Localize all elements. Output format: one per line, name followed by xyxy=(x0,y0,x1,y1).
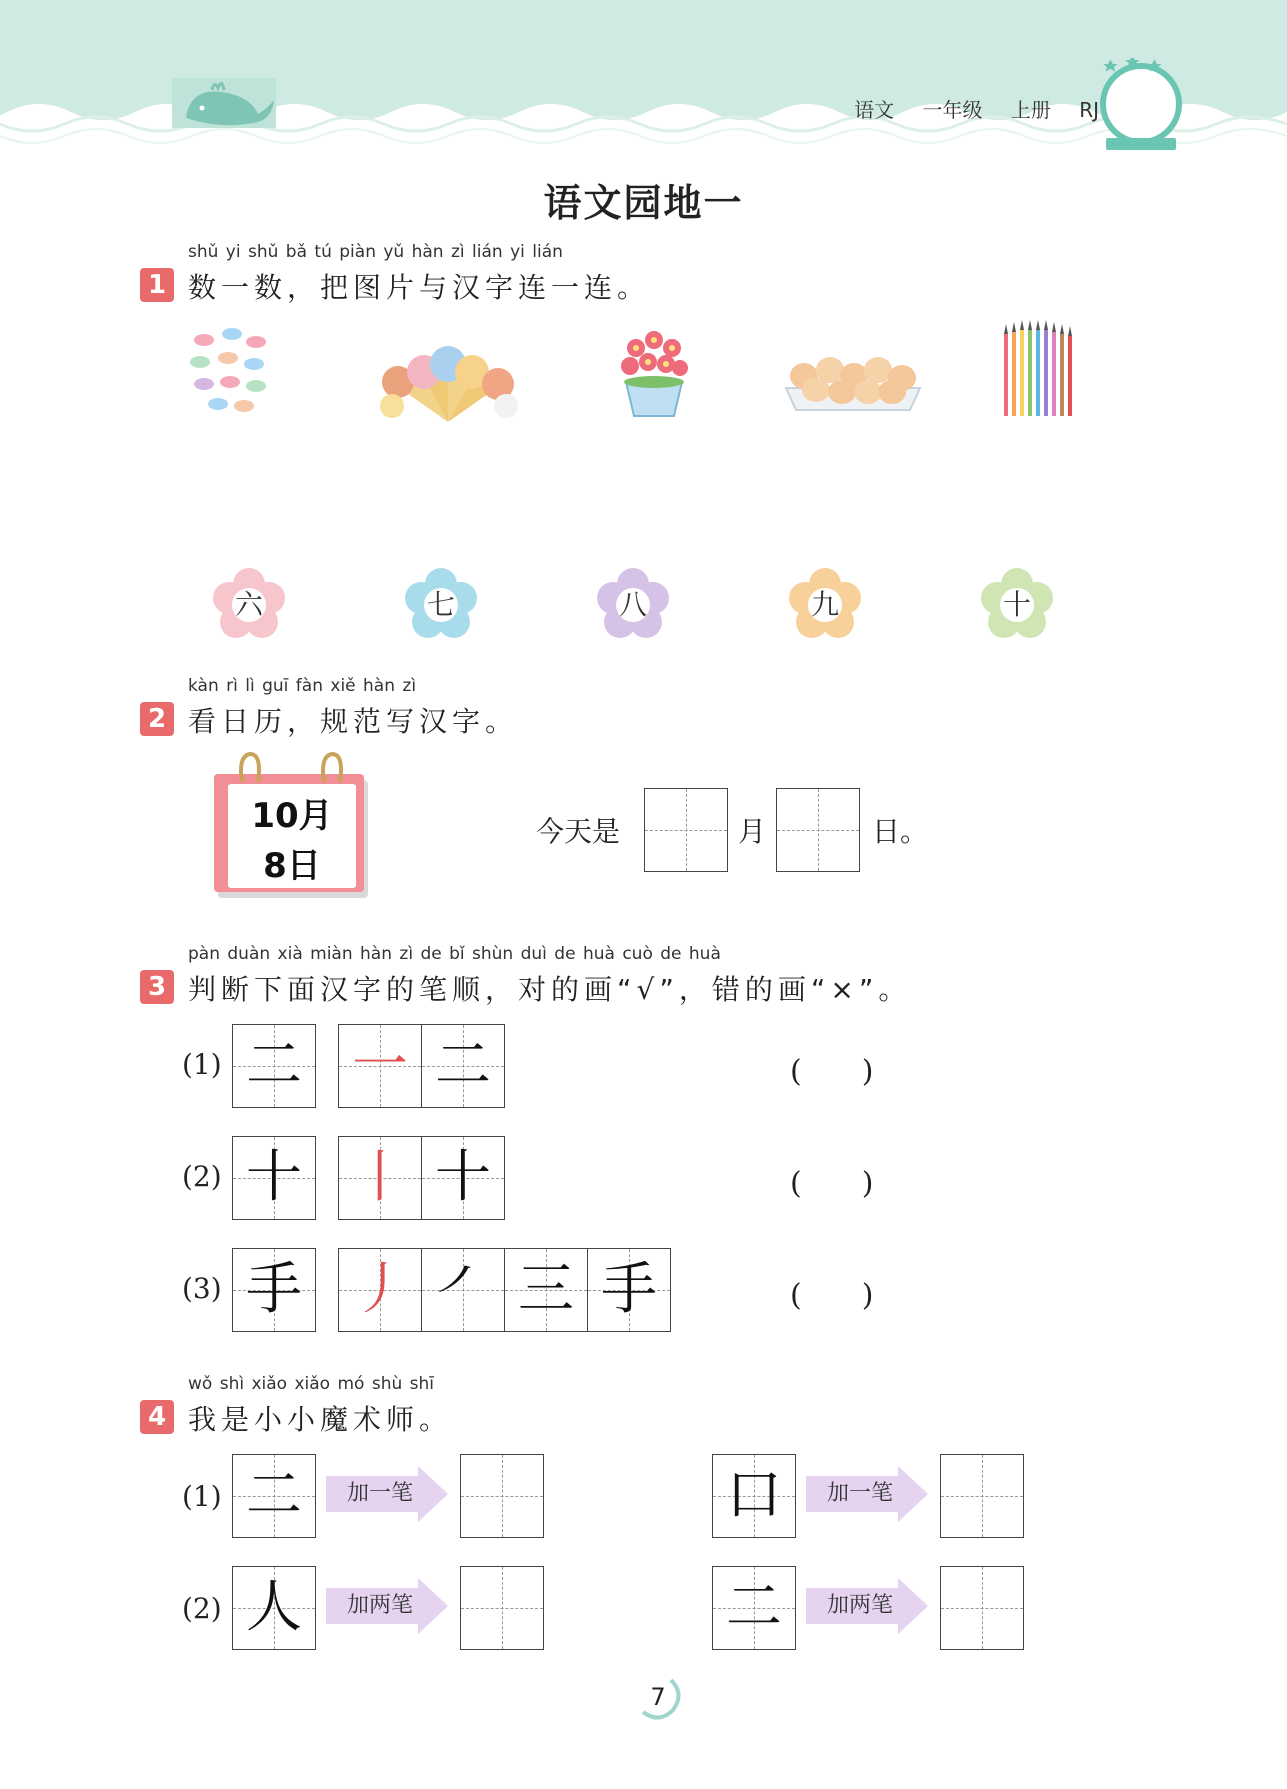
char-box xyxy=(712,1566,796,1650)
calendar xyxy=(214,748,370,900)
question-3-number: 3 xyxy=(140,970,174,1004)
answer-writing-box[interactable] xyxy=(460,1566,544,1650)
char-box xyxy=(712,1454,796,1538)
candy-icon xyxy=(180,318,276,418)
page-number xyxy=(633,1672,683,1722)
stroke-step: 手 xyxy=(601,1257,657,1322)
arrow-label: 加两笔 xyxy=(826,1593,893,1618)
numeral-label: 六 xyxy=(234,588,263,621)
calendar-page xyxy=(228,784,356,888)
numeral-flower-seven[interactable] xyxy=(404,568,478,642)
stroke-step: 三 xyxy=(518,1257,574,1322)
answer-writing-box[interactable] xyxy=(940,1454,1024,1538)
pencils-icon xyxy=(1002,320,1076,418)
char-box xyxy=(232,1566,316,1650)
stroke-step-box xyxy=(504,1248,588,1332)
stroke-step: 丿 xyxy=(352,1257,408,1322)
char: 二 xyxy=(246,1033,302,1098)
day-writing-box[interactable] xyxy=(776,788,860,872)
question-2-number: 2 xyxy=(140,702,174,736)
stroke-step-box xyxy=(421,1024,505,1108)
numeral-flower-ten[interactable] xyxy=(980,568,1054,642)
item-label: (1) xyxy=(182,1480,222,1513)
flower-pot-icon xyxy=(616,326,692,420)
stroke-step-box xyxy=(587,1248,671,1332)
header-meta xyxy=(832,94,1099,123)
stroke-step-box xyxy=(421,1248,505,1332)
add-strokes-arrow xyxy=(806,1466,928,1522)
item-label: (3) xyxy=(182,1272,222,1305)
page-title: 语文园地一 xyxy=(543,181,744,225)
char: 十 xyxy=(246,1145,302,1210)
grade-label: 一年级 xyxy=(922,98,983,122)
stroke-step-box xyxy=(338,1024,422,1108)
add-strokes-arrow xyxy=(326,1466,448,1522)
item-label: (1) xyxy=(182,1048,222,1081)
item-label: (2) xyxy=(182,1160,222,1193)
sentence-prefix: 今天是 xyxy=(536,815,621,848)
question-3-text: 判断下面汉字的笔顺，对的画“√”，错的画“×”。 xyxy=(188,973,912,1006)
question-4-text: 我是小小魔术师。 xyxy=(188,1403,453,1436)
calendar-day: 8日 xyxy=(263,846,321,886)
page-number-text: 7 xyxy=(650,1683,666,1711)
edition-label: RJ xyxy=(1079,98,1099,122)
question-1-number: 1 xyxy=(140,268,174,302)
brand-badge-icon xyxy=(1098,58,1184,154)
char-box xyxy=(232,1024,316,1108)
answer-blank[interactable]: ( ) xyxy=(790,1054,874,1089)
question-2-pinyin: kàn rì lì guī fàn xiě hàn zì xyxy=(188,676,417,696)
question-3-pinyin: pàn duàn xià miàn hàn zì de bǐ shùn duì de huà cuò de huà xyxy=(188,944,721,964)
numeral-label: 七 xyxy=(426,588,455,621)
stroke-step: 十 xyxy=(435,1145,491,1210)
month-writing-box[interactable] xyxy=(644,788,728,872)
answer-blank[interactable]: ( ) xyxy=(790,1166,874,1201)
answer-blank[interactable]: ( ) xyxy=(790,1278,874,1313)
numeral-label: 八 xyxy=(618,588,647,621)
numeral-flower-eight[interactable] xyxy=(596,568,670,642)
item-label: (2) xyxy=(182,1592,222,1625)
ice-cream-icon xyxy=(374,344,522,424)
arrow-label: 加一笔 xyxy=(346,1481,413,1506)
char: 手 xyxy=(246,1257,302,1322)
char: 二 xyxy=(246,1463,302,1528)
add-strokes-arrow xyxy=(806,1578,928,1634)
arrow-label: 加两笔 xyxy=(346,1593,413,1618)
page-header xyxy=(0,0,1287,150)
whale-icon xyxy=(172,78,276,128)
question-1-text: 数一数，把图片与汉字连一连。 xyxy=(188,271,651,304)
stroke-step: 二 xyxy=(435,1033,491,1098)
stroke-step-box xyxy=(338,1248,422,1332)
answer-writing-box[interactable] xyxy=(940,1566,1024,1650)
numeral-label: 十 xyxy=(1002,588,1031,621)
char-box xyxy=(232,1248,316,1332)
volume-label: 上册 xyxy=(1010,98,1051,122)
numeral-flower-six[interactable] xyxy=(212,568,286,642)
add-strokes-arrow xyxy=(326,1578,448,1634)
stroke-step: ㇒ xyxy=(435,1257,491,1322)
subject-label: 语文 xyxy=(854,98,895,122)
char-box xyxy=(232,1454,316,1538)
sentence-month: 月 xyxy=(738,815,767,848)
question-4-pinyin: wǒ shì xiǎo xiǎo mó shù shī xyxy=(188,1374,435,1394)
numeral-label: 九 xyxy=(810,588,839,621)
sentence-suffix: 日。 xyxy=(872,815,929,848)
stroke-step: 丨 xyxy=(352,1145,408,1210)
stroke-step: 一 xyxy=(352,1033,408,1098)
answer-writing-box[interactable] xyxy=(460,1454,544,1538)
question-1-pinyin: shǔ yi shǔ bǎ tú piàn yǔ hàn zì lián yi lián xyxy=(188,242,563,262)
calendar-month: 10月 xyxy=(251,796,333,836)
char-box xyxy=(232,1136,316,1220)
question-4-number: 4 xyxy=(140,1400,174,1434)
arrow-label: 加一笔 xyxy=(826,1481,893,1506)
char: 二 xyxy=(726,1575,782,1640)
char: 人 xyxy=(246,1575,302,1640)
egg-tray-icon xyxy=(782,348,924,414)
stroke-step-box xyxy=(421,1136,505,1220)
numeral-flower-nine[interactable] xyxy=(788,568,862,642)
stroke-step-box xyxy=(338,1136,422,1220)
question-2-text: 看日历，规范写汉字。 xyxy=(188,705,519,738)
char: 口 xyxy=(726,1463,782,1528)
